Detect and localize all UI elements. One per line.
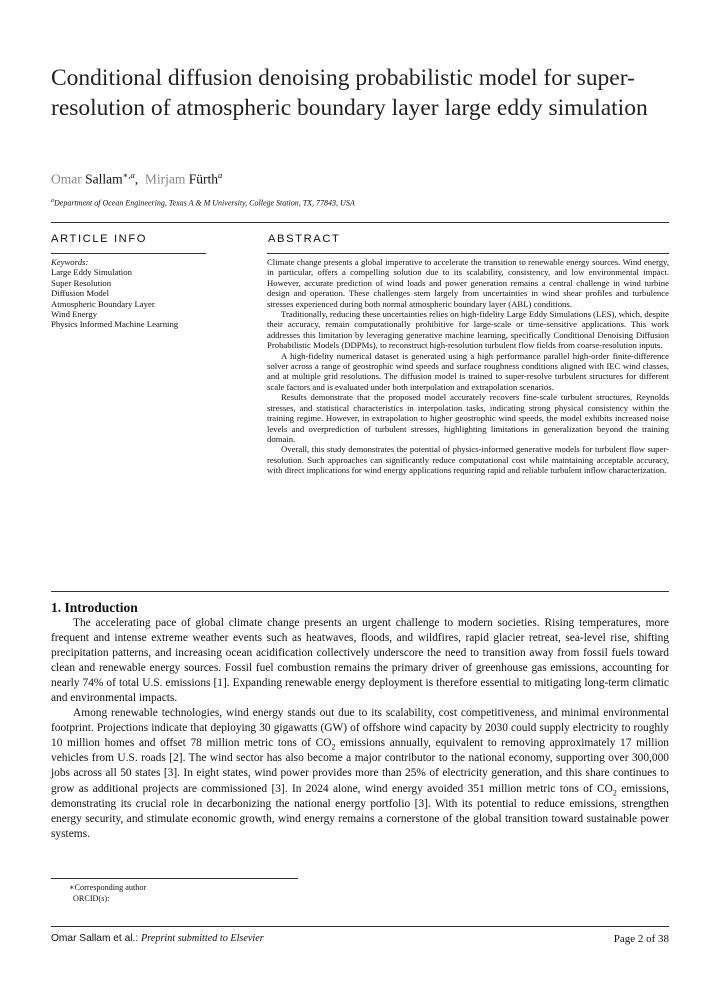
footer-citation (51, 933, 264, 944)
abstract-paragraph: Results demonstrate that the proposed model accurately recovers fine-scale turbulent structures, Reynolds stresses, and statistical characteristics in interpolation tasks, indicating strong physical consistency within the training regime. However, in extrapolation to higher geostrophic wind speeds, the model exhibits increased noise levels and overprediction of turbulent stresses, highlighting limitations in generalization beyond the training domain. (267, 392, 669, 444)
keyword-item: Physics Informed Machine Learning (51, 319, 179, 330)
section-heading-introduction: 1. Introduction (51, 600, 138, 615)
header-divider (51, 222, 669, 223)
paragraph-text: Among renewable technologies, wind energy stands out due to its scalability, cost competitiveness, and minimal environmental footprint. Projections indicate that deploying 30 gigawatts (GW) of offshore wind capacity by 2030 could supply electricity to roughly 10 million homes and offset 78 million metric tons of CO (51, 707, 669, 750)
footnote-corresponding: ∗Corresponding author (69, 883, 147, 892)
footer-journal: Preprint submitted to Elsevier (141, 933, 264, 944)
author-1-given-name: Omar (51, 171, 82, 187)
footer-divider (51, 926, 669, 927)
keywords-label: Keywords: (51, 257, 89, 267)
affiliation (51, 198, 355, 208)
keyword-item: Large Eddy Simulation (51, 267, 132, 278)
keywords-block (51, 257, 256, 330)
introduction-paragraph-1: The accelerating pace of global climate change presents an urgent challenge to modern societies. Rising temperatures, more frequent and intense extreme weather events such as heatwaves, floods, and wildfires, rapid glacier retreat, sea-level rise, shifting precipitation patterns, and increasing ocean acidification collectively underscore the need to transition away from fossil fuels toward clean and renewable energy sources. Fossil fuel combustion remains the primary driver of greenhouse gas emissions, accounting for nearly 74% of total U.S. emissions [1]. Expanding renewable energy deployment is therefore essential to mitigating long-term climatic and environmental impacts. (51, 617, 669, 705)
page-number: Page 2 of 38 (613, 933, 669, 945)
author-2-given-name: Mirjam (144, 171, 186, 187)
abstract-paragraph: Overall, this study demonstrates the potential of physics-informed generative models for turbulent flow super-resolution. Such approaches can significantly reduce computational cost while maintaining acceptable accuracy, with direct implications for wind energy applications requiring rapid and reliable turbulent inflow characterization. (267, 444, 669, 476)
affiliation-mark: a (51, 198, 54, 204)
introduction-body (51, 616, 669, 842)
keyword-item: Diffusion Model (51, 288, 109, 299)
keyword-item: Super Resolution (51, 277, 112, 288)
author-2-family-name: Fürth (188, 171, 219, 187)
affiliation-text: Department of Ocean Engineering, Texas A & M University, College Station, TX, 77843, USA (54, 198, 355, 208)
paper-title: Conditional diffusion denoising probabilistic model for super-resolution of atmospheric boundary layer large eddy simulation (51, 65, 648, 121)
author-2-mark: a (218, 170, 223, 180)
footer-authors: Omar Sallam et al.: (51, 933, 139, 944)
keyword-item: Atmospheric Boundary Layer (51, 298, 155, 309)
abstract-bottom-divider (51, 591, 669, 592)
article-info-rule (51, 253, 206, 254)
subscript: 2 (331, 742, 336, 752)
subscript: 2 (612, 787, 617, 797)
abstract-paragraph: A high-fidelity numerical dataset is generated using a high performance parallel high-order finite-difference solver across a range of geostrophic wind speeds and surface roughness conditions aligned with IEC wind classes, and at multiple grid resolutions. The diffusion model is trained to super-resolve turbulent structures for different scale factors and is evaluated under both interpolation and extrapolation scenarios. (267, 350, 669, 392)
abstract-paragraph: Traditionally, reducing these uncertainties relies on high-fidelity Large Eddy Simulations (LES), which, despite their accuracy, remain computationally prohibitive for large-scale or time-sensitive applications. This work addresses this limitation by leveraging generative machine learning, specifically Conditional Denoising Diffusion Probabilistic Models (DDPMs), to reconstruct high-resolution turbulent flow fields from coarse-resolution inputs. (267, 309, 669, 351)
abstract-body (267, 257, 669, 476)
abstract-paragraph: Climate change presents a global imperative to accelerate the transition to renewable energy sources. Wind energy, in particular, offers a compelling solution due to its scalability, consistency, and low environmental impact. However, accurate prediction of wind loads and power generation remains a central challenge in wind turbine design and operation. These challenges stem largely from uncertainties in wind shear profiles and turbulence stresses experienced during both normal atmospheric boundary layer (ABL) conditions. (267, 257, 669, 309)
footnote-orcid: ORCID(s): (73, 894, 110, 903)
abstract-rule (267, 253, 669, 254)
paragraph-text: emissions annually, equivalent to removing approximately 17 million vehicles from U.S. roads [2]. The wind sector has also become a major contributor to the national economy, supporting over 300,000 jobs across all 50 states [3]. In eight states, wind power provides more than 25% of electricity generation, and this share continues to grow as additional projects are commissioned [3]. In 2024 alone, wind energy avoided 351 million metric tons of CO (51, 737, 669, 795)
author-1-mark: ∗,a (122, 170, 135, 180)
abstract-heading: ABSTRACT (268, 233, 341, 245)
footnote (69, 882, 146, 904)
author-list: Omar Sallam$^{∗,a}$, Mirjam Fürth$^a$ (51, 170, 223, 187)
introduction-paragraph-2 (51, 706, 669, 841)
author-1-family-name: Sallam (85, 171, 123, 187)
article-info-heading: ARTICLE INFO (51, 233, 148, 245)
footnote-rule (51, 878, 298, 879)
keyword-item: Wind Energy (51, 309, 98, 320)
paragraph-text: emissions, demonstrating its crucial role in decarbonizing the national energy portfolio [3]. With its potential to reduce emissions, strengthen energy security, and stimulate economic growth, wind energy remains a cornerstone of the global transition toward sustainable power systems. (51, 782, 669, 840)
